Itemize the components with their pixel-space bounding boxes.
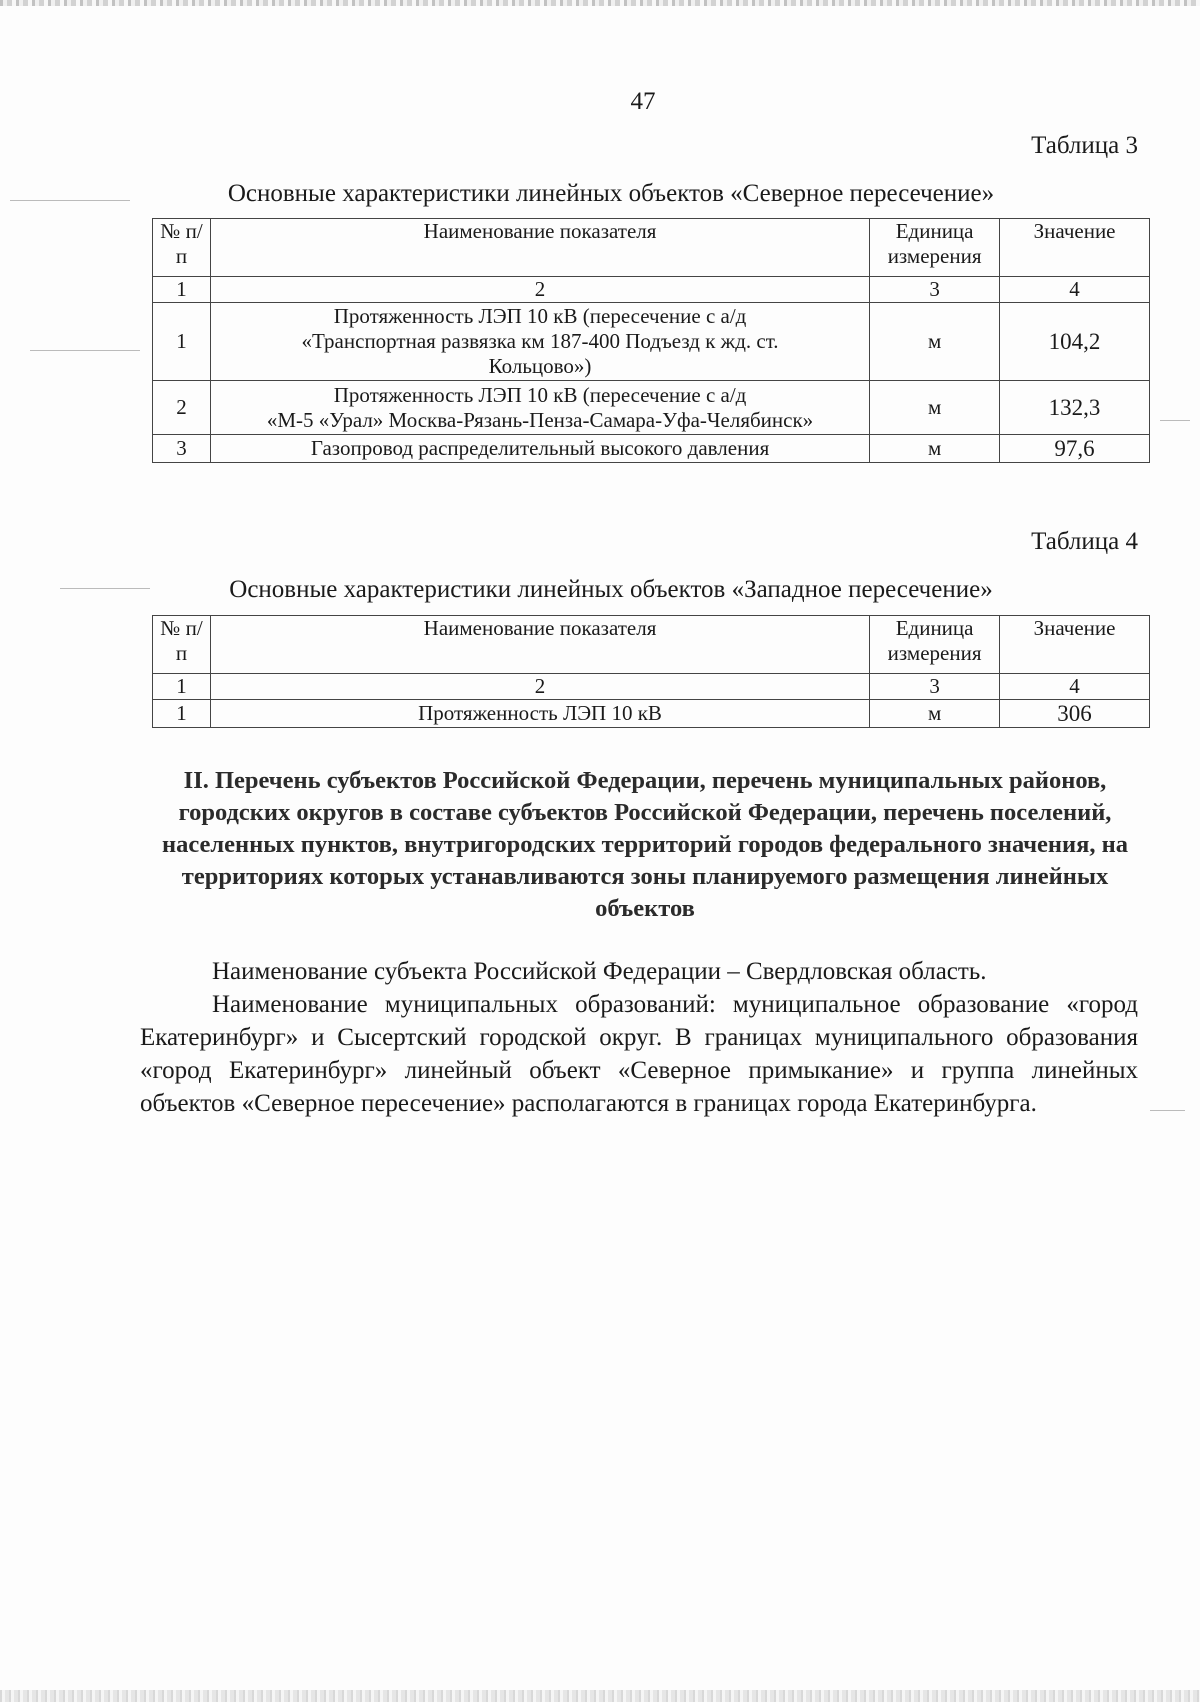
row-value: 132,3 (1000, 381, 1150, 435)
row-name-line: Протяженность ЛЭП 10 кВ (пересечение с а/д (333, 304, 747, 328)
row-num: 3 (153, 435, 211, 463)
row-num: 1 (153, 303, 211, 381)
table3-header-value: Значение (1000, 219, 1150, 277)
table4-colnum-row (153, 674, 1150, 700)
section-body (140, 955, 1138, 1120)
scan-artifact (1150, 1110, 1185, 1111)
table4-header-name: Наименование показателя (210, 616, 869, 674)
table-row (153, 303, 1150, 381)
scan-artifact (30, 350, 140, 351)
section-heading: II. Перечень субъектов Российской Федерации, перечень муниципальных районов, городских округов в составе субъектов Российской Федерации, перечень поселений, населенных пунктов, внутригородских территорий городов федерального значения, на территориях которых устанавливаются зоны планируемого размещения линейных объектов (161, 767, 1129, 922)
table4-caption: Таблица 4 (1031, 528, 1138, 555)
table4 (152, 615, 1150, 728)
row-name-line: Газопровод распределительный высокого давления (310, 436, 770, 460)
table-row (153, 700, 1150, 728)
table4-header-value: Значение (1000, 616, 1150, 674)
row-value: 306 (1000, 700, 1150, 728)
table4-title: Основные характеристики линейных объектов «Западное пересечение» (229, 576, 993, 603)
row-unit: м (870, 381, 1000, 435)
row-name-line: Кольцово») (488, 354, 592, 378)
paragraph-subject: Наименование субъекта Российской Федерации – Свердловская область. (212, 958, 987, 985)
table3-header-unit: Единица измерения (870, 219, 1000, 277)
table3-header-num: № п/п (153, 219, 211, 277)
scan-artifact (10, 200, 130, 201)
row-name (210, 381, 869, 435)
table4-header-row (153, 616, 1150, 674)
table3-colnum-row (153, 277, 1150, 303)
scan-edge-bottom (0, 1690, 1200, 1702)
scan-edge-top (0, 0, 1200, 6)
table3-colnum-2: 2 (210, 277, 869, 303)
table3-colnum-3: 3 (870, 277, 1000, 303)
table4-colnum-2: 2 (210, 674, 869, 700)
row-name (210, 303, 869, 381)
row-num: 2 (153, 381, 211, 435)
row-name-line: Протяженность ЛЭП 10 кВ (пересечение с а/д (333, 382, 747, 407)
row-unit: м (870, 303, 1000, 381)
row-name: Протяженность ЛЭП 10 кВ (210, 700, 869, 728)
table4-colnum-3: 3 (870, 674, 1000, 700)
table3-colnum-4: 4 (1000, 277, 1150, 303)
table4-header-num: № п/п (153, 616, 211, 674)
row-name-line: «Транспортная развязка км 187-400 Подъезд к жд. ст. (301, 329, 779, 353)
table4-header-unit: Единица измерения (870, 616, 1000, 674)
row-unit: м (870, 435, 1000, 463)
row-value: 97,6 (1000, 435, 1150, 463)
table3-header-row (153, 219, 1150, 277)
table4-colnum-1: 1 (153, 674, 211, 700)
table-row (153, 435, 1150, 463)
row-name (210, 435, 869, 463)
page-number: 47 (630, 88, 656, 115)
table3 (152, 218, 1150, 463)
row-num: 1 (153, 700, 211, 728)
table3-header-name: Наименование показателя (210, 219, 869, 277)
table-row (153, 381, 1150, 435)
scan-artifact (1160, 420, 1190, 421)
paragraph-municipalities: Наименование муниципальных образований: муниципальное образование «город Екатеринбург» и Сысертский городской округ. В границах муниципального образования «город Екатеринбург» линейный объект «Северное примыкание» и группа линейных объектов «Северное пересечение» располагаются в границах города Екатеринбурга. (140, 991, 1138, 1117)
scan-artifact (60, 588, 150, 589)
table3-colnum-1: 1 (153, 277, 211, 303)
row-value: 104,2 (1000, 303, 1150, 381)
row-name-line: «М-5 «Урал» Москва-Рязань-Пенза-Самара-Уфа-Челябинск» (266, 407, 814, 432)
table3-title: Основные характеристики линейных объектов «Северное пересечение» (227, 180, 995, 207)
table3-caption: Таблица 3 (1031, 132, 1138, 159)
table4-colnum-4: 4 (1000, 674, 1150, 700)
row-unit: м (870, 700, 1000, 728)
